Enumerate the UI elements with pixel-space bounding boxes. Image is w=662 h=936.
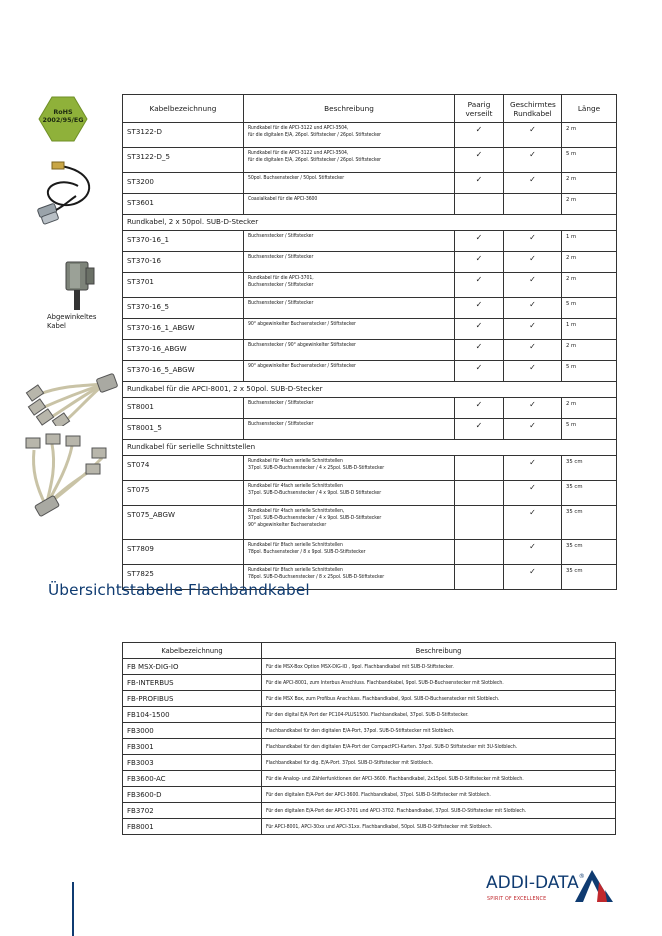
- cable-length: 35 cm: [562, 506, 617, 540]
- paired-check: [455, 506, 504, 540]
- table-row: [123, 319, 617, 340]
- cable-length: 5 m: [562, 361, 617, 382]
- header-description: Beschreibung: [262, 643, 616, 659]
- cable-name: ST075_ABGW: [123, 506, 244, 540]
- table-row: [123, 231, 617, 252]
- cable-name: ST370-16: [123, 252, 244, 273]
- rohs-text: RoHS 2002/95/EG: [42, 108, 84, 124]
- cable-description: 50pol. Buchsenstecker / 50pol. Stiftstecker: [244, 173, 455, 194]
- paired-check: [455, 194, 504, 215]
- group-title: Rundkabel, 2 x 50pol. SUB-D-Stecker: [123, 215, 617, 231]
- cable-length: 1 m: [562, 319, 617, 340]
- paired-check: [455, 456, 504, 481]
- cable-name: ST8001_5: [123, 419, 244, 440]
- cable-name: ST074: [123, 456, 244, 481]
- cable-description: Für die Analog- und Zählerfunktionen der APCI-3600. Flachbandkabel, 2x15pol. SUB-D-Stiftstecker mit Slotblech.: [262, 771, 616, 787]
- cable-length: 2 m: [562, 340, 617, 361]
- addi-data-logo-text: ADDI-DATA®: [486, 873, 585, 893]
- cable-name: FB-INTERBUS: [123, 675, 262, 691]
- cable-length: 1 m: [562, 231, 617, 252]
- cable-name: ST370-16_5_ABGW: [123, 361, 244, 382]
- table-row: [123, 361, 617, 382]
- header-shielded: Geschirmtes Rundkabel: [504, 95, 562, 123]
- table-group-row: [123, 215, 617, 231]
- cable-length: 2 m: [562, 252, 617, 273]
- serial-cable-9pin-image: [22, 430, 114, 518]
- cable-length: 35 cm: [562, 456, 617, 481]
- table-row: [123, 340, 617, 361]
- cable-description: 90° abgewinkelter Buchsenstecker / Stiftstecker: [244, 361, 455, 382]
- paired-check: ✓: [455, 419, 504, 440]
- round-cable-table: [122, 94, 617, 590]
- paired-check: ✓: [455, 298, 504, 319]
- cable-name: FB3600-AC: [123, 771, 262, 787]
- table-row: [123, 148, 617, 173]
- paired-check: ✓: [455, 123, 504, 148]
- table-group-row: [123, 382, 617, 398]
- cable-description: Buchsenstecker / Stiftstecker: [244, 252, 455, 273]
- cable-length: 5 m: [562, 298, 617, 319]
- cable-name: FB3003: [123, 755, 262, 771]
- shielded-check: ✓: [504, 231, 562, 252]
- table-row: [123, 723, 616, 739]
- shielded-check: ✓: [504, 361, 562, 382]
- cable-length: 35 cm: [562, 481, 617, 506]
- cable-name: ST3122-D: [123, 123, 244, 148]
- shielded-check: ✓: [504, 419, 562, 440]
- paired-check: ✓: [455, 252, 504, 273]
- cable-description: Für die MSX-Box Option MSX-DIG-IO , 9pol. Flachbandkabel mit SUB-D-Stiftstecker.: [262, 659, 616, 675]
- cable-name: ST075: [123, 481, 244, 506]
- table-row: [123, 691, 616, 707]
- cable-name: ST370-16_1_ABGW: [123, 319, 244, 340]
- cable-description: 90° abgewinkelter Buchsenstecker / Stiftstecker: [244, 319, 455, 340]
- header-name: Kabelbezeichnung: [123, 643, 262, 659]
- table-row: [123, 675, 616, 691]
- table-row: [123, 273, 617, 298]
- cable-name: ST3601: [123, 194, 244, 215]
- paired-check: ✓: [455, 319, 504, 340]
- cable-description: Buchsenstecker / Stiftstecker: [244, 419, 455, 440]
- cable-description: Flachbandkabel für den digitalen E/A-Port der CompactPCI-Karten. 37pol. SUB-D Stiftstecker mit 3U-Slotblech.: [262, 739, 616, 755]
- cable-length: 35 cm: [562, 540, 617, 565]
- cable-name: FB3600-D: [123, 787, 262, 803]
- shielded-check: ✓: [504, 148, 562, 173]
- table-row: [123, 540, 617, 565]
- table-row: [123, 803, 616, 819]
- cable-description: Für die APCI-8001, zum Interbus Anschluss. Flachbandkabel, 9pol. SUB-D-Buchsenstecker mit Slotblech.: [262, 675, 616, 691]
- paired-check: [455, 481, 504, 506]
- cable-name: FB3001: [123, 739, 262, 755]
- cable-description: Rundkabel für 4fach serielle Schnittstellen 37pol. SUB-D-Buchsenstecker / 4 x 9pol. SUB-D Stiftstecker: [244, 481, 455, 506]
- table-row: [123, 787, 616, 803]
- table-row: [123, 194, 617, 215]
- paired-check: [455, 565, 504, 590]
- shielded-check: ✓: [504, 456, 562, 481]
- table-row: [123, 481, 617, 506]
- header-paired: Paarig verseilt: [455, 95, 504, 123]
- table-group-row: [123, 440, 617, 456]
- shielded-check: ✓: [504, 540, 562, 565]
- paired-check: ✓: [455, 340, 504, 361]
- cable-name: FB-PROFIBUS: [123, 691, 262, 707]
- cable-description: Für die MSX Box, zum Profibus Anschluss. Flachbandkabel, 9pol. SUB-D-Buchsenstecker mit Slotblech.: [262, 691, 616, 707]
- cable-description: Rundkabel für 4fach serielle Schnittstellen 37pol. SUB-D-Buchsenstecker / 4 x 25pol. SUB-D-Stiftstecker: [244, 456, 455, 481]
- cable-name: ST3200: [123, 173, 244, 194]
- cable-name: ST7825: [123, 565, 244, 590]
- cable-description: Coaxialkabel für die APCI-3600: [244, 194, 455, 215]
- cable-length: 2 m: [562, 194, 617, 215]
- addi-data-logo-icon: [575, 868, 615, 904]
- cable-description: Flachbandkabel für dig. E/A-Port. 37pol. SUB-D-Stiftstecker mit Slotblech.: [262, 755, 616, 771]
- cable-name: FB3000: [123, 723, 262, 739]
- ribbon-cable-table: [122, 642, 616, 835]
- shielded-check: ✓: [504, 565, 562, 590]
- cable-description: Für APCI-8001, APCI-30xx und APCI-31xx. Flachbandkabel, 50pol. SUB-D-Stiftstecker mit Slotblech.: [262, 819, 616, 835]
- shielded-check: ✓: [504, 298, 562, 319]
- angled-connector-image: [62, 258, 96, 310]
- paired-check: ✓: [455, 173, 504, 194]
- paired-check: ✓: [455, 361, 504, 382]
- footer-divider: [72, 882, 74, 936]
- shielded-check: ✓: [504, 273, 562, 298]
- rohs-badge: [38, 96, 88, 146]
- paired-check: ✓: [455, 273, 504, 298]
- cable-description: Rundkabel für die APCI-3122 und APCI-3504, für die digitalen E/A, 26pol. Stiftstecker / 26pol. Stiftstecker: [244, 148, 455, 173]
- serial-cable-25pin-image: [20, 356, 120, 426]
- ribbon-section-title: Übersichtstabelle Flachbandkabel: [48, 581, 310, 599]
- paired-check: ✓: [455, 231, 504, 252]
- table-row: [123, 298, 617, 319]
- cable-length: 2 m: [562, 123, 617, 148]
- table-row: [123, 398, 617, 419]
- cable-name: ST370-16_5: [123, 298, 244, 319]
- cable-length: 2 m: [562, 273, 617, 298]
- cable-name: FB104-1500: [123, 707, 262, 723]
- coax-cable-image: [30, 160, 100, 230]
- angled-cable-label: Abgewinkeltes Kabel: [47, 313, 97, 330]
- cable-description: Für den digitalen E/A-Port der APCI-3600. Flachbandkabel, 37pol. SUB-D-Stiftstecker mit Slotblech.: [262, 787, 616, 803]
- cable-description: Buchsenstecker / 90° abgewinkelter Stiftstecker: [244, 340, 455, 361]
- cable-length: 35 cm: [562, 565, 617, 590]
- shielded-check: ✓: [504, 319, 562, 340]
- cable-description: Buchsenstecker / Stiftstecker: [244, 298, 455, 319]
- cable-length: 2 m: [562, 398, 617, 419]
- cable-description: Für den digitalen E/A-Port der APCI-3701 und APCI-3702. Flachbandkabel, 37pol. SUB-D-Stiftstecker mit Slotblech.: [262, 803, 616, 819]
- shielded-check: ✓: [504, 173, 562, 194]
- table-row: [123, 123, 617, 148]
- cable-name: ST3701: [123, 273, 244, 298]
- group-title: Rundkabel für serielle Schnittstellen: [123, 440, 617, 456]
- paired-check: [455, 540, 504, 565]
- table-header-row: [123, 95, 617, 123]
- shielded-check: ✓: [504, 481, 562, 506]
- table-row: [123, 659, 616, 675]
- cable-description: Buchsenstecker / Stiftstecker: [244, 231, 455, 252]
- shielded-check: ✓: [504, 340, 562, 361]
- table-row: [123, 755, 616, 771]
- table-row: [123, 739, 616, 755]
- cable-description: Rundkabel für 4fach serielle Schnittstellen, 37pol. SUB-D-Buchsenstecker / 4 x 9pol. SUB-D-Stiftstecker 90° abgewinkelter Buchsenstecker: [244, 506, 455, 540]
- cable-length: 5 m: [562, 148, 617, 173]
- cable-description: Rundkabel für die APCI-3122 und APCI-3504, für die digitalen E/A, 26pol. Stiftstecker / 26pol. Stiftstecker: [244, 123, 455, 148]
- cable-name: ST3122-D_5: [123, 148, 244, 173]
- shielded-check: ✓: [504, 398, 562, 419]
- cable-description: Rundkabel für 8fach serielle Schnittstellen 78pol. SUB-D-Buchsenstecker / 8 x 25pol. SUB-D-Stiftstecker: [244, 565, 455, 590]
- cable-name: ST7809: [123, 540, 244, 565]
- logo-tagline: SPIRIT OF EXCELLENCE: [487, 897, 547, 902]
- shielded-check: [504, 194, 562, 215]
- cable-name: FB MSX-DIG-IO: [123, 659, 262, 675]
- header-length: Länge: [562, 95, 617, 123]
- cable-name: ST8001: [123, 398, 244, 419]
- cable-name: ST370-16_1: [123, 231, 244, 252]
- table-row: [123, 173, 617, 194]
- paired-check: ✓: [455, 398, 504, 419]
- shielded-check: ✓: [504, 252, 562, 273]
- header-description: Beschreibung: [244, 95, 455, 123]
- cable-name: FB8001: [123, 819, 262, 835]
- table-row: [123, 506, 617, 540]
- cable-description: Rundkabel für die APCI-3701, Buchsenstecker / Stiftstecker: [244, 273, 455, 298]
- cable-description: Für den digital E/A Port der PC104-PLUS1500. Flachbandkabel, 37pol. SUB-D-Stiftstecker.: [262, 707, 616, 723]
- cable-description: Buchsenstecker / Stiftstecker: [244, 398, 455, 419]
- shielded-check: ✓: [504, 123, 562, 148]
- table-header-row: [123, 643, 616, 659]
- cable-description: Rundkabel für 8fach serielle Schnittstellen 78pol. Buchsenstecker / 8 x 9pol. SUB-D-Stiftstecker: [244, 540, 455, 565]
- table-row: [123, 419, 617, 440]
- paired-check: ✓: [455, 148, 504, 173]
- shielded-check: ✓: [504, 506, 562, 540]
- cable-length: 5 m: [562, 419, 617, 440]
- cable-length: 2 m: [562, 173, 617, 194]
- table-row: [123, 456, 617, 481]
- table-row: [123, 819, 616, 835]
- table-row: [123, 707, 616, 723]
- table-row: [123, 252, 617, 273]
- cable-name: FB3702: [123, 803, 262, 819]
- group-title: Rundkabel für die APCI-8001, 2 x 50pol. SUB-D-Stecker: [123, 382, 617, 398]
- cable-name: ST370-16_ABGW: [123, 340, 244, 361]
- header-name: Kabelbezeichnung: [123, 95, 244, 123]
- table-row: [123, 771, 616, 787]
- cable-description: Flachbandkabel für den digitalen E/A-Port, 37pol. SUB-D-Stiftstecker mit Slotblech.: [262, 723, 616, 739]
